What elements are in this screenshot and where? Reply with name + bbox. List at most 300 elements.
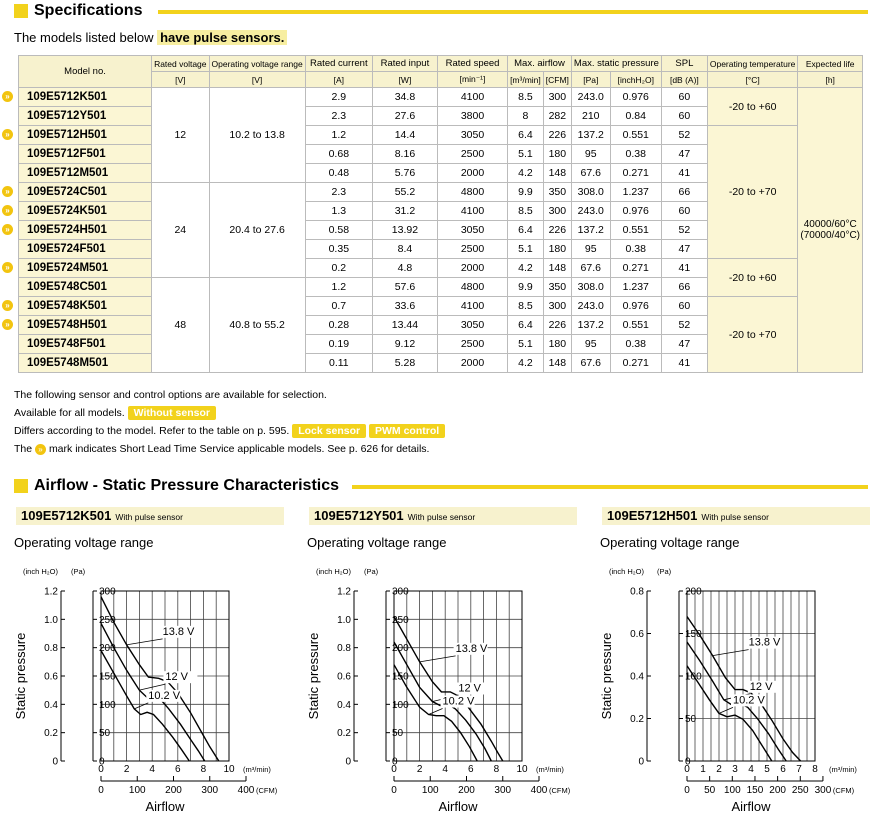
y-unit-inch: (inch H₂O) bbox=[23, 567, 58, 576]
chart-title: 109E5712H501 bbox=[607, 508, 698, 523]
spl-cell: 60 bbox=[661, 297, 707, 316]
annotation-label: 12 V bbox=[749, 680, 773, 693]
x-unit-m3: (m³/min) bbox=[243, 765, 271, 774]
spl-cell: 66 bbox=[661, 183, 707, 202]
temp-cell: -20 to +70 bbox=[707, 297, 798, 373]
short-lead-time-mark-icon: » bbox=[2, 319, 13, 330]
y-tick-label-pa: 150 bbox=[685, 629, 702, 640]
m3-cell: 6.4 bbox=[508, 126, 544, 145]
x-tick-label: 10 bbox=[223, 764, 235, 775]
header-life: Expected life bbox=[798, 56, 863, 72]
model-cell: 109E5724K501 bbox=[19, 202, 152, 221]
y-tick-label-inch: 0.4 bbox=[630, 671, 644, 683]
x2-tick-label: 0 bbox=[684, 785, 690, 796]
model-cell: 109E5724C501 bbox=[19, 183, 152, 202]
inch-cell: 0.976 bbox=[610, 88, 661, 107]
y-tick-label-pa: 250 bbox=[392, 614, 409, 626]
model-cell: 109E5748H501 bbox=[19, 316, 152, 335]
temp-cell: -20 to +70 bbox=[707, 126, 798, 259]
y-tick-label-inch: 1.0 bbox=[44, 614, 58, 626]
x2-tick-label: 300 bbox=[494, 785, 512, 796]
x-tick-label: 4 bbox=[442, 764, 448, 775]
intro-text: The models listed below have pulse sensors. bbox=[14, 30, 287, 45]
speed-cell: 4800 bbox=[437, 183, 507, 202]
y-tick-label-pa: 50 bbox=[392, 728, 404, 740]
m3-cell: 5.1 bbox=[508, 145, 544, 164]
pressure-chart bbox=[596, 563, 876, 818]
pa-cell: 210 bbox=[571, 107, 610, 126]
unit-current: [A] bbox=[305, 72, 372, 88]
y-tick-label-inch: 0.4 bbox=[337, 699, 351, 711]
y-tick-label-pa: 50 bbox=[685, 714, 697, 725]
x-tick-label: 6 bbox=[175, 764, 181, 775]
op-range-label: Operating voltage range bbox=[307, 535, 447, 550]
op-voltage-cell: 20.4 to 27.6 bbox=[209, 183, 305, 278]
inch-cell: 0.976 bbox=[610, 202, 661, 221]
speed-cell: 3050 bbox=[437, 316, 507, 335]
unit-pressure-pa: [Pa] bbox=[571, 72, 610, 88]
x-unit-m3: (m³/min) bbox=[829, 765, 857, 774]
speed-cell: 4100 bbox=[437, 202, 507, 221]
m3-cell: 4.2 bbox=[508, 164, 544, 183]
annotation-label: 10.2 V bbox=[733, 694, 765, 707]
model-cell: 109E5748C501 bbox=[19, 278, 152, 297]
x2-tick-label: 150 bbox=[746, 785, 764, 796]
y-tick-label-pa: 200 bbox=[685, 586, 702, 598]
unit-life: [h] bbox=[798, 72, 863, 88]
current-cell: 0.2 bbox=[305, 259, 372, 278]
x2-tick-label: 100 bbox=[421, 785, 439, 796]
y-tick-label-inch: 0 bbox=[345, 756, 351, 768]
input-cell: 57.6 bbox=[372, 278, 437, 297]
op-range-label: Operating voltage range bbox=[600, 535, 740, 550]
annotation-leader bbox=[127, 639, 163, 645]
current-cell: 0.48 bbox=[305, 164, 372, 183]
short-lead-time-mark-icon: » bbox=[2, 91, 13, 102]
spl-cell: 60 bbox=[661, 88, 707, 107]
y-tick-label-pa: 100 bbox=[392, 699, 409, 711]
m3-cell: 9.9 bbox=[508, 278, 544, 297]
input-cell: 4.8 bbox=[372, 259, 437, 278]
pa-cell: 243.0 bbox=[571, 88, 610, 107]
header-op-voltage: Operating voltage range bbox=[209, 56, 305, 72]
y-tick-label-inch: 0.2 bbox=[630, 714, 644, 725]
x-tick-label: 0 bbox=[98, 764, 104, 775]
pa-cell: 67.6 bbox=[571, 354, 610, 373]
pa-cell: 243.0 bbox=[571, 202, 610, 221]
annotation-label: 13.8 V bbox=[455, 642, 488, 655]
input-cell: 8.4 bbox=[372, 240, 437, 259]
x-unit-cfm: (CFM) bbox=[832, 786, 855, 795]
current-cell: 1.3 bbox=[305, 202, 372, 221]
cfm-cell: 180 bbox=[543, 145, 571, 164]
unit-airflow-cfm: [CFM] bbox=[543, 72, 571, 88]
annotation-leader bbox=[429, 709, 443, 715]
tag-without-sensor: Without sensor bbox=[128, 406, 216, 420]
y-unit-inch: (inch H₂O) bbox=[316, 567, 351, 576]
m3-cell: 9.9 bbox=[508, 183, 544, 202]
x2-tick-label: 200 bbox=[458, 785, 475, 796]
short-lead-time-mark-icon: » bbox=[2, 262, 13, 273]
m3-cell: 4.2 bbox=[508, 354, 544, 373]
annotation-label: 13.8 V bbox=[748, 636, 781, 649]
y-tick-label-pa: 50 bbox=[99, 728, 111, 740]
model-cell: 109E5712F501 bbox=[19, 145, 152, 164]
y-tick-label-inch: 0.2 bbox=[44, 728, 58, 740]
table-row bbox=[19, 88, 863, 107]
table-row bbox=[19, 297, 863, 316]
current-cell: 0.68 bbox=[305, 145, 372, 164]
x2-tick-label: 300 bbox=[814, 785, 832, 796]
annotation-leader bbox=[420, 656, 456, 662]
speed-cell: 4100 bbox=[437, 88, 507, 107]
x-tick-label: 6 bbox=[468, 764, 474, 775]
rated-voltage-cell: 12 bbox=[152, 88, 209, 183]
inch-cell: 0.271 bbox=[610, 354, 661, 373]
x-tick-label: 2 bbox=[123, 764, 130, 775]
spl-cell: 60 bbox=[661, 107, 707, 126]
cfm-cell: 282 bbox=[543, 107, 571, 126]
header-pressure: Max. static pressure bbox=[571, 56, 661, 72]
series-line-13-8-V bbox=[687, 617, 801, 762]
short-lead-time-mark-icon: » bbox=[35, 444, 46, 455]
y-tick-label-inch: 0.6 bbox=[44, 671, 58, 683]
unit-spl: [dB (A)] bbox=[661, 72, 707, 88]
table-row bbox=[19, 126, 863, 145]
y-tick-label-pa: 200 bbox=[392, 643, 409, 655]
unit-temp: [°C] bbox=[707, 72, 798, 88]
x-tick-label: 4 bbox=[748, 764, 754, 775]
op-voltage-cell: 40.8 to 55.2 bbox=[209, 278, 305, 373]
speed-cell: 3800 bbox=[437, 107, 507, 126]
cfm-cell: 180 bbox=[543, 240, 571, 259]
sensor-label: With pulse sensor bbox=[115, 512, 183, 522]
header-airflow: Max. airflow bbox=[508, 56, 572, 72]
tag-pwm-control: PWM control bbox=[369, 424, 445, 438]
m3-cell: 4.2 bbox=[508, 259, 544, 278]
model-cell: 109E5712M501 bbox=[19, 164, 152, 183]
m3-cell: 6.4 bbox=[508, 316, 544, 335]
cfm-cell: 300 bbox=[543, 297, 571, 316]
inch-cell: 0.976 bbox=[610, 297, 661, 316]
m3-cell: 8 bbox=[508, 107, 544, 126]
model-cell: 109E5712H501 bbox=[19, 126, 152, 145]
y-axis-label: Static pressure bbox=[599, 632, 614, 720]
airflow-heading-rule bbox=[352, 485, 868, 489]
current-cell: 2.9 bbox=[305, 88, 372, 107]
current-cell: 1.2 bbox=[305, 126, 372, 145]
chart-title-bar bbox=[309, 507, 577, 525]
inch-cell: 0.38 bbox=[610, 240, 661, 259]
m3-cell: 5.1 bbox=[508, 335, 544, 354]
pa-cell: 95 bbox=[571, 145, 610, 164]
annotation-label: 10.2 V bbox=[442, 695, 475, 708]
note-line-4: The » mark indicates Short Lead Time Service applicable models. See p. 626 for details. bbox=[14, 443, 430, 455]
y-tick-label-pa: 0 bbox=[685, 756, 691, 768]
inch-cell: 1.237 bbox=[610, 278, 661, 297]
model-cell: 109E5712K501 bbox=[19, 88, 152, 107]
unit-rated-voltage: [V] bbox=[152, 72, 209, 88]
heading-square-icon bbox=[14, 479, 28, 493]
current-cell: 0.11 bbox=[305, 354, 372, 373]
note-line-2: Available for all models. Without sensor bbox=[14, 404, 445, 422]
y-unit-pa: (Pa) bbox=[657, 567, 672, 576]
x2-tick-label: 100 bbox=[128, 785, 146, 796]
speed-cell: 2500 bbox=[437, 145, 507, 164]
inch-cell: 0.551 bbox=[610, 316, 661, 335]
tag-lock-sensor: Lock sensor bbox=[292, 424, 366, 438]
pa-cell: 137.2 bbox=[571, 316, 610, 335]
speed-cell: 2000 bbox=[437, 259, 507, 278]
x-tick-label: 6 bbox=[780, 764, 786, 775]
inch-cell: 0.38 bbox=[610, 335, 661, 354]
unit-input: [W] bbox=[372, 72, 437, 88]
cfm-cell: 300 bbox=[543, 88, 571, 107]
pa-cell: 95 bbox=[571, 240, 610, 259]
x-tick-label: 8 bbox=[812, 764, 818, 775]
x-axis-label: Airflow bbox=[145, 799, 185, 814]
model-cell: 109E5724F501 bbox=[19, 240, 152, 259]
pa-cell: 137.2 bbox=[571, 221, 610, 240]
inch-cell: 0.38 bbox=[610, 145, 661, 164]
y-axis-label: Static pressure bbox=[306, 632, 321, 720]
note-line-3: Differs according to the model. Refer to the table on p. 595. Lock sensor PWM control bbox=[14, 422, 445, 440]
cfm-cell: 148 bbox=[543, 259, 571, 278]
specifications-heading: Specifications bbox=[14, 2, 142, 20]
expected-life-cell: 40000/60°C (70000/40°C) bbox=[798, 88, 863, 373]
inch-cell: 0.84 bbox=[610, 107, 661, 126]
op-voltage-cell: 10.2 to 13.8 bbox=[209, 88, 305, 183]
x2-tick-label: 250 bbox=[791, 785, 809, 796]
model-cell: 109E5724H501 bbox=[19, 221, 152, 240]
pa-cell: 308.0 bbox=[571, 183, 610, 202]
model-cell: 109E5712Y501 bbox=[19, 107, 152, 126]
x2-tick-label: 300 bbox=[201, 785, 219, 796]
annotation-label: 10.2 V bbox=[148, 689, 181, 702]
x-tick-label: 10 bbox=[516, 764, 528, 775]
x2-tick-label: 0 bbox=[391, 785, 397, 796]
header-speed: Rated speed bbox=[437, 56, 507, 72]
header-current: Rated current bbox=[305, 56, 372, 72]
x-tick-label: 5 bbox=[764, 764, 770, 775]
input-cell: 9.12 bbox=[372, 335, 437, 354]
series-line-13-8-V bbox=[101, 597, 219, 761]
inch-cell: 0.271 bbox=[610, 259, 661, 278]
model-cell: 109E5724M501 bbox=[19, 259, 152, 278]
y-axis-label: Static pressure bbox=[13, 632, 28, 720]
heading-rule bbox=[158, 10, 868, 14]
inch-cell: 0.551 bbox=[610, 126, 661, 145]
pa-cell: 243.0 bbox=[571, 297, 610, 316]
header-temp: Operating temperature bbox=[707, 56, 798, 72]
cfm-cell: 350 bbox=[543, 278, 571, 297]
cfm-cell: 226 bbox=[543, 221, 571, 240]
m3-cell: 5.1 bbox=[508, 240, 544, 259]
y-tick-label-inch: 0.8 bbox=[44, 643, 58, 655]
spl-cell: 41 bbox=[661, 259, 707, 278]
temp-cell: -20 to +60 bbox=[707, 88, 798, 126]
spl-cell: 41 bbox=[661, 354, 707, 373]
temp-cell: -20 to +60 bbox=[707, 259, 798, 297]
spl-cell: 52 bbox=[661, 126, 707, 145]
m3-cell: 8.5 bbox=[508, 297, 544, 316]
x-tick-label: 1 bbox=[700, 764, 706, 775]
y-tick-label-pa: 100 bbox=[685, 671, 702, 683]
spl-cell: 47 bbox=[661, 145, 707, 164]
short-lead-time-mark-icon: » bbox=[2, 224, 13, 235]
x-tick-label: 2 bbox=[416, 764, 423, 775]
speed-cell: 2500 bbox=[437, 240, 507, 259]
y-tick-label-inch: 1.2 bbox=[337, 586, 351, 598]
input-cell: 13.44 bbox=[372, 316, 437, 335]
header-rated-voltage: Rated voltage bbox=[152, 56, 209, 72]
x2-tick-label: 100 bbox=[723, 785, 741, 796]
y-tick-label-inch: 0.8 bbox=[337, 643, 351, 655]
annotation-label: 12 V bbox=[165, 671, 189, 684]
input-cell: 31.2 bbox=[372, 202, 437, 221]
cfm-cell: 300 bbox=[543, 202, 571, 221]
y-tick-label-inch: 0.6 bbox=[337, 671, 351, 683]
y-tick-label-pa: 200 bbox=[99, 643, 116, 655]
y-tick-label-inch: 1.2 bbox=[44, 586, 58, 598]
airflow-heading: Airflow - Static Pressure Characteristics bbox=[14, 477, 339, 495]
input-cell: 14.4 bbox=[372, 126, 437, 145]
pa-cell: 308.0 bbox=[571, 278, 610, 297]
chart-title: 109E5712Y501 bbox=[314, 508, 404, 523]
speed-cell: 4800 bbox=[437, 278, 507, 297]
table-row bbox=[19, 259, 863, 278]
y-tick-label-inch: 0.6 bbox=[630, 629, 644, 640]
speed-cell: 3050 bbox=[437, 221, 507, 240]
y-tick-label-pa: 250 bbox=[99, 614, 116, 626]
cfm-cell: 180 bbox=[543, 335, 571, 354]
spl-cell: 41 bbox=[661, 164, 707, 183]
x-tick-label: 2 bbox=[716, 764, 722, 775]
input-cell: 5.28 bbox=[372, 354, 437, 373]
x2-tick-label: 200 bbox=[769, 785, 786, 796]
y-tick-label-pa: 300 bbox=[392, 586, 409, 598]
x-tick-label: 3 bbox=[732, 764, 738, 775]
input-cell: 8.16 bbox=[372, 145, 437, 164]
options-notes bbox=[14, 386, 445, 458]
pa-cell: 137.2 bbox=[571, 126, 610, 145]
spl-cell: 66 bbox=[661, 278, 707, 297]
current-cell: 0.35 bbox=[305, 240, 372, 259]
y-tick-label-pa: 150 bbox=[392, 671, 409, 683]
x2-tick-label: 50 bbox=[704, 785, 716, 796]
speed-cell: 2500 bbox=[437, 335, 507, 354]
current-cell: 0.7 bbox=[305, 297, 372, 316]
speed-cell: 3050 bbox=[437, 126, 507, 145]
y-tick-label-inch: 0.4 bbox=[44, 699, 58, 711]
speed-cell: 2000 bbox=[437, 164, 507, 183]
current-cell: 0.28 bbox=[305, 316, 372, 335]
y-tick-label-inch: 0.8 bbox=[630, 586, 644, 598]
pa-cell: 67.6 bbox=[571, 259, 610, 278]
x-unit-cfm: (CFM) bbox=[256, 786, 278, 795]
header-spl: SPL bbox=[661, 56, 707, 72]
y-tick-label-inch: 1.0 bbox=[337, 614, 351, 626]
y-tick-label-pa: 100 bbox=[99, 699, 116, 711]
inch-cell: 1.237 bbox=[610, 183, 661, 202]
current-cell: 2.3 bbox=[305, 107, 372, 126]
spl-cell: 60 bbox=[661, 202, 707, 221]
spl-cell: 47 bbox=[661, 240, 707, 259]
sensor-label: With pulse sensor bbox=[407, 512, 476, 522]
heading-square-icon bbox=[14, 4, 28, 18]
y-tick-label-pa: 0 bbox=[392, 756, 398, 768]
pa-cell: 95 bbox=[571, 335, 610, 354]
x-unit-m3: (m³/min) bbox=[536, 765, 564, 774]
unit-speed: [min⁻¹] bbox=[437, 72, 507, 88]
cfm-cell: 148 bbox=[543, 354, 571, 373]
cfm-cell: 226 bbox=[543, 126, 571, 145]
x-tick-label: 8 bbox=[200, 764, 207, 775]
x-unit-cfm: (CFM) bbox=[549, 786, 571, 795]
model-cell: 109E5748M501 bbox=[19, 354, 152, 373]
x-tick-label: 0 bbox=[684, 764, 690, 775]
speed-cell: 4100 bbox=[437, 297, 507, 316]
y-tick-label-inch: 0.2 bbox=[337, 728, 351, 740]
rated-voltage-cell: 48 bbox=[152, 278, 209, 373]
inch-cell: 0.551 bbox=[610, 221, 661, 240]
x-axis-label: Airflow bbox=[438, 799, 478, 814]
header-model: Model no. bbox=[19, 56, 152, 88]
x-tick-label: 8 bbox=[493, 764, 500, 775]
x-axis-label: Airflow bbox=[731, 799, 771, 814]
short-lead-time-mark-icon: » bbox=[2, 129, 13, 140]
input-cell: 33.6 bbox=[372, 297, 437, 316]
y-tick-label-inch: 0 bbox=[638, 756, 644, 768]
inch-cell: 0.271 bbox=[610, 164, 661, 183]
header-input: Rated input bbox=[372, 56, 437, 72]
spec-table bbox=[18, 55, 863, 373]
m3-cell: 8.5 bbox=[508, 202, 544, 221]
current-cell: 0.19 bbox=[305, 335, 372, 354]
unit-pressure-inch: [inchH₂O] bbox=[610, 72, 661, 88]
annotation-leader bbox=[719, 707, 733, 713]
intro-highlight: have pulse sensors. bbox=[157, 30, 287, 45]
x2-tick-label: 400 bbox=[530, 785, 548, 796]
input-cell: 55.2 bbox=[372, 183, 437, 202]
x2-tick-label: 400 bbox=[237, 785, 255, 796]
input-cell: 27.6 bbox=[372, 107, 437, 126]
x-tick-label: 0 bbox=[391, 764, 397, 775]
sensor-label: With pulse sensor bbox=[701, 512, 769, 522]
cfm-cell: 350 bbox=[543, 183, 571, 202]
annotation-leader bbox=[134, 703, 148, 709]
input-cell: 5.76 bbox=[372, 164, 437, 183]
chart-title-bar bbox=[16, 507, 284, 525]
op-range-label: Operating voltage range bbox=[14, 535, 154, 550]
y-unit-pa: (Pa) bbox=[364, 567, 379, 576]
annotation-label: 13.8 V bbox=[162, 625, 195, 638]
spl-cell: 52 bbox=[661, 316, 707, 335]
spl-cell: 47 bbox=[661, 335, 707, 354]
pressure-chart bbox=[10, 563, 290, 818]
rated-voltage-cell: 24 bbox=[152, 183, 209, 278]
unit-op-voltage: [V] bbox=[209, 72, 305, 88]
y-tick-label-pa: 300 bbox=[99, 586, 116, 598]
annotation-label: 12 V bbox=[458, 682, 482, 695]
short-lead-time-mark-icon: » bbox=[2, 300, 13, 311]
short-lead-time-mark-icon: » bbox=[2, 205, 13, 216]
cfm-cell: 226 bbox=[543, 316, 571, 335]
short-lead-time-mark-icon: » bbox=[2, 186, 13, 197]
chart-title: 109E5712K501 bbox=[21, 508, 112, 523]
current-cell: 1.2 bbox=[305, 278, 372, 297]
chart-title-bar bbox=[602, 507, 870, 525]
